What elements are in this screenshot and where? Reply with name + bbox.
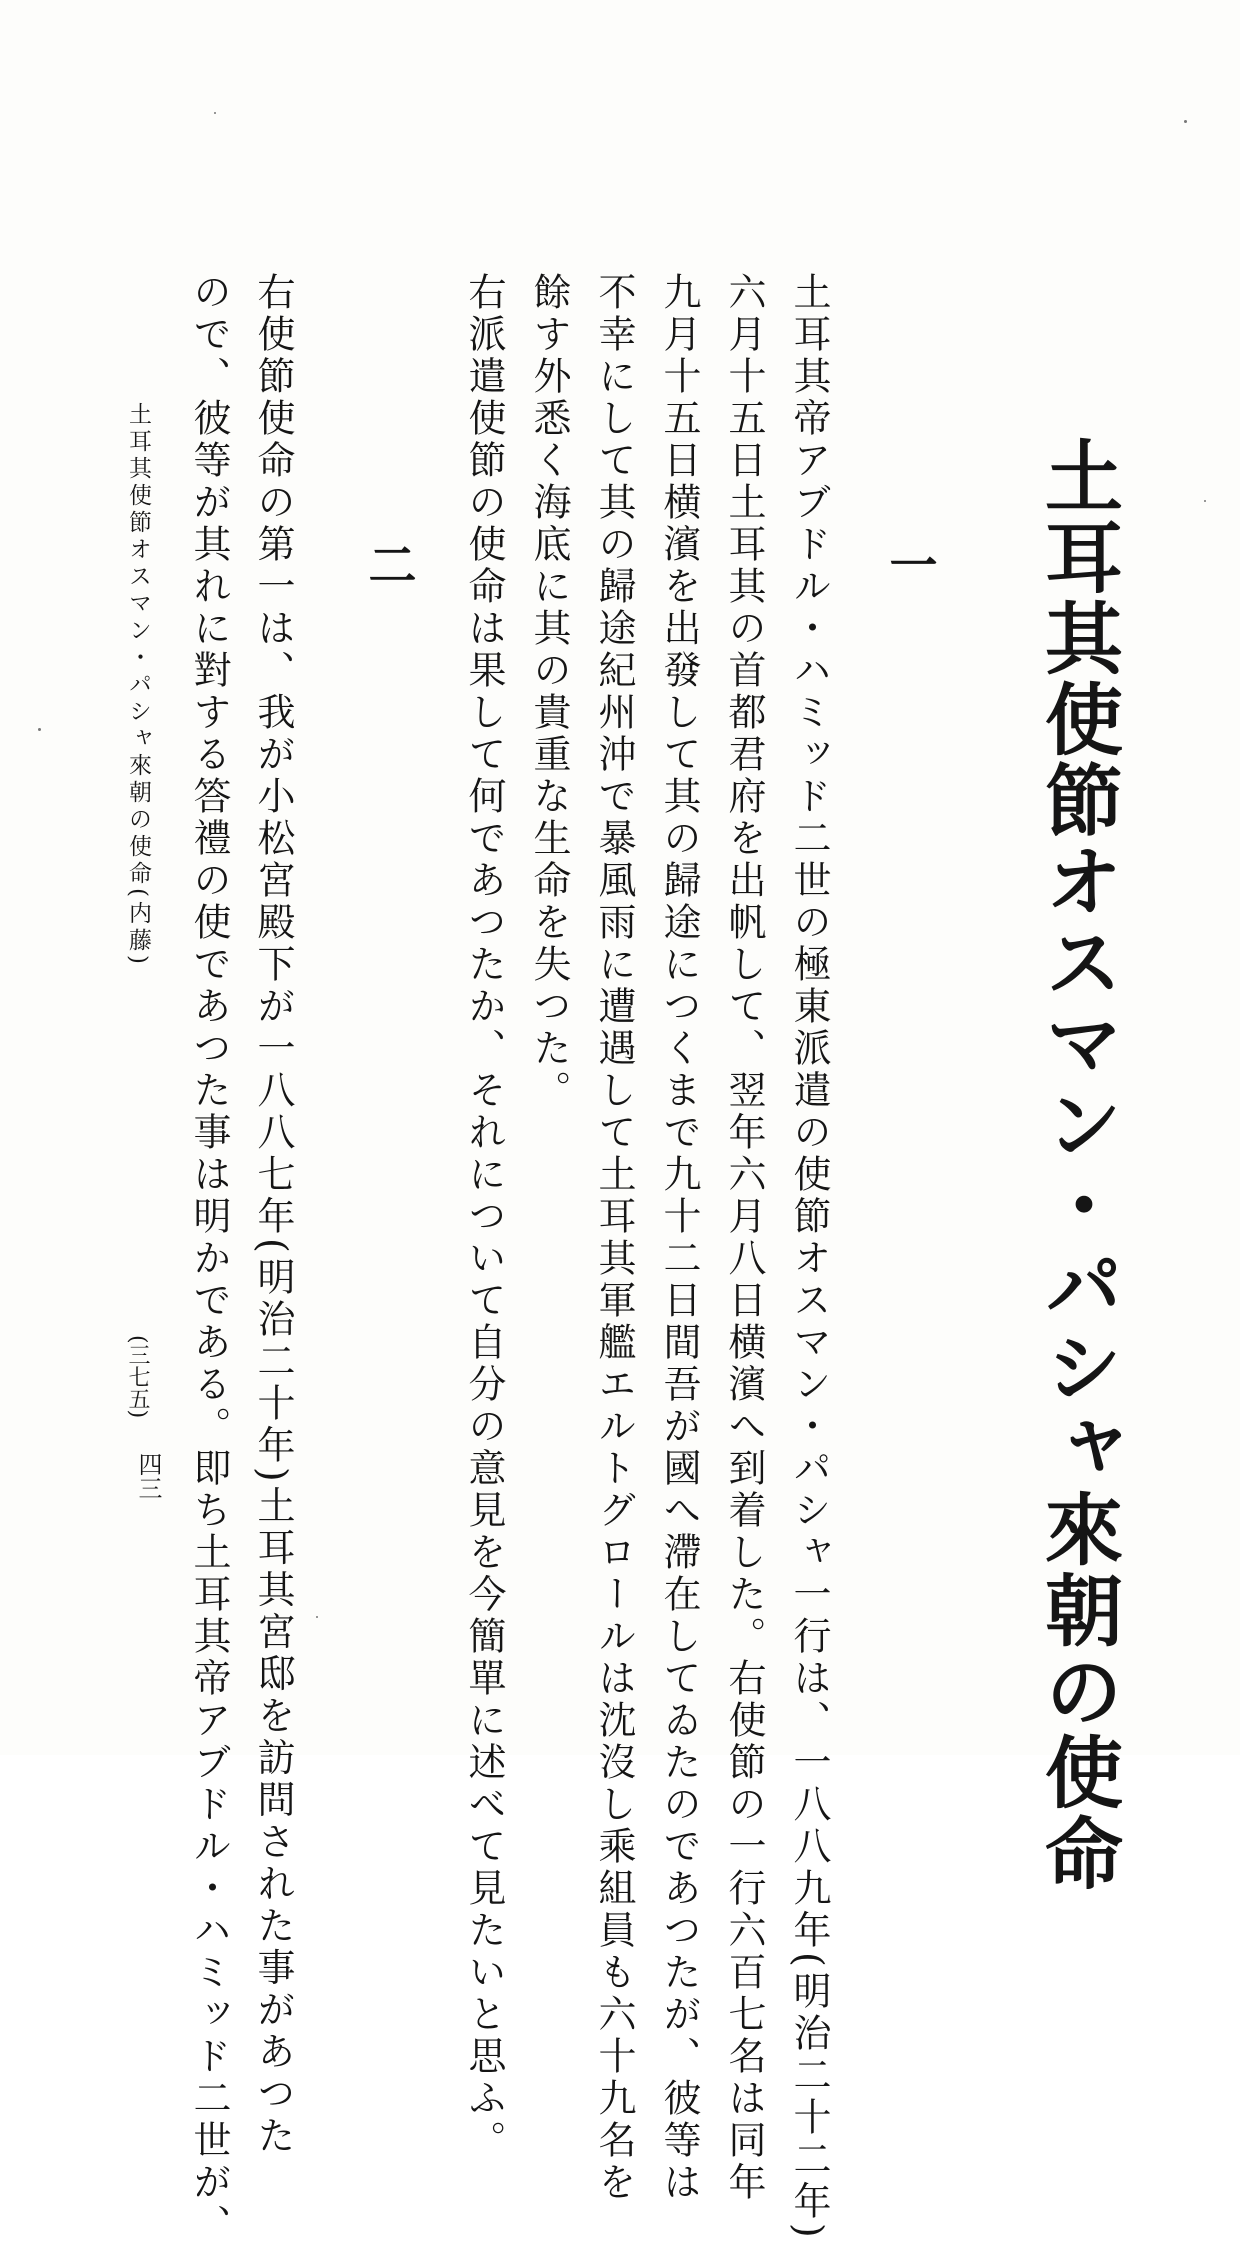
body-line-1-3: 九月十五日横濱を出發して其の歸途につくまで九十二日間吾が國へ滯在してゐたのであつたが、彼等は [657, 272, 701, 2204]
body-line-1-6: 右派遣使節の使命は果して何であつたか、それについて自分の意見を今簡單に述べて見たいと思ふ。 [462, 272, 506, 2162]
paper-speck [38, 728, 41, 731]
paper-speck [214, 112, 216, 114]
body-line-1-2: 六月十五日土耳其の首都君府を出帆して、翌年六月八日横濱へ到着した。右使節の一行六百七名は同年 [722, 272, 766, 2204]
body-line-1-1: 土耳其帝アブドル・ハミッド二世の極東派遣の使節オスマン・パシャ一行は、一八八九年(明治二十二年) [787, 272, 831, 2242]
body-line-1-4: 不幸にして其の歸途紀州沖で暴風雨に遭遇して土耳其軍艦エルトグロールは沈沒し乘組員も六十九名を [592, 272, 636, 2204]
section-heading-1: 一 [881, 540, 937, 588]
page-number: 四三 [134, 1452, 162, 1500]
body-line-2-2: ので、彼等が其れに對する答禮の使であつた事は明かである。即ち土耳其帝アブドル・ハミッド二世が、 [187, 272, 231, 2246]
paper-speck [1204, 500, 1206, 502]
section-heading-2: 二 [360, 540, 416, 588]
body-line-1-5: 餘す外悉く海底に其の貴重な生命を失つた。 [527, 272, 571, 1112]
paper-speck [316, 1616, 318, 1618]
running-title: 土耳其使節オスマン・パシャ來朝の使命(内藤) [125, 402, 151, 968]
page-title: 土耳其使節オスマン・パシャ來朝の使命 [1032, 436, 1123, 1894]
page-marker: (三七五) [125, 1335, 150, 1419]
paper-speck [1184, 120, 1187, 123]
body-line-2-1: 右使節使命の第一は、我が小松宮殿下が一八八七年(明治二十年)土耳其宮邸を訪問された事があつた [251, 272, 295, 2158]
